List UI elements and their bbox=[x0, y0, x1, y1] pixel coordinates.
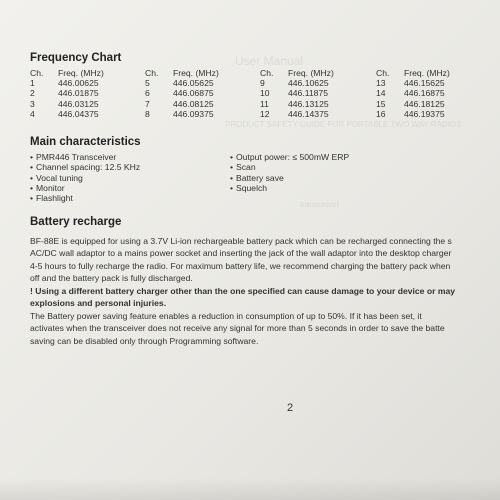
channel-number: 11 bbox=[260, 98, 269, 109]
channel-frequency: 446.13125 bbox=[288, 98, 329, 109]
ch-header: Ch. bbox=[145, 68, 159, 78]
channel-number: 13 bbox=[376, 78, 386, 89]
text-line: off and the battery pack is fully discharged. bbox=[30, 273, 193, 284]
channel-frequency: 446.06875 bbox=[173, 88, 214, 99]
channel-frequency: 446.11875 bbox=[288, 88, 328, 99]
battery-recharge-paragraph bbox=[30, 235, 500, 285]
channel-frequency: 446.10625 bbox=[288, 78, 329, 89]
channel-number: 6 bbox=[145, 88, 150, 99]
characteristic-item: • Scan bbox=[230, 162, 349, 172]
freq-header: Freq. (MHz) bbox=[404, 68, 450, 78]
channel-number: 16 bbox=[376, 108, 386, 119]
channel-frequency: 446.05625 bbox=[173, 78, 214, 89]
text-line: ! Using a different battery charger other than the one specified can cause damage to your device or may bbox=[30, 286, 456, 296]
characteristic-item: • Vocal tuning bbox=[30, 173, 140, 183]
freq-header: Freq. (MHz) bbox=[173, 68, 219, 78]
bleed-through-text: User Manual bbox=[235, 54, 304, 68]
channel-frequency: 446.15625 bbox=[404, 78, 445, 89]
frequency-chart-title: Frequency Chart bbox=[30, 52, 122, 64]
channel-number: 9 bbox=[260, 78, 265, 89]
text-line: explosions and personal injuries. bbox=[30, 298, 167, 309]
channel-number: 12 bbox=[260, 108, 270, 119]
freq-header: Freq. (MHz) bbox=[288, 68, 334, 78]
characteristics-list-right bbox=[230, 152, 349, 193]
text-line: The Battery power saving feature enables a reduction in consumption of up to 50%. If it has been set, it bbox=[30, 311, 422, 321]
channel-frequency: 446.16875 bbox=[404, 88, 445, 99]
channel-frequency: 446.19375 bbox=[404, 108, 445, 119]
main-characteristics-title: Main characteristics bbox=[30, 136, 141, 148]
bleed-through-text: PRODUCT SAFETY GUIDE FOR PORTABLE TWO WAY RADIOS bbox=[225, 120, 462, 129]
channel-frequency: 446.03125 bbox=[58, 98, 99, 109]
ch-header: Ch. bbox=[376, 68, 390, 78]
channel-number: 1 bbox=[30, 78, 35, 89]
text-line: activates when the transceiver does not receive any signal for more than 5 seconds in order to save the batte bbox=[30, 323, 445, 334]
text-line: saving can be disabled only through Programming software. bbox=[30, 335, 259, 346]
channel-frequency: 446.09375 bbox=[173, 108, 214, 119]
characteristic-item: • Monitor bbox=[30, 183, 140, 193]
channel-frequency: 446.00625 bbox=[58, 78, 99, 89]
characteristic-item: • Output power: ≤ 500mW ERP bbox=[230, 152, 349, 162]
channel-frequency: 446.01875 bbox=[58, 88, 99, 99]
page-shadow bbox=[0, 478, 500, 500]
characteristic-item: • Flashlight bbox=[30, 193, 140, 203]
battery-saving-paragraph bbox=[30, 310, 500, 347]
channel-frequency: 446.08125 bbox=[173, 98, 214, 109]
channel-number: 10 bbox=[260, 88, 270, 99]
ch-header: Ch. bbox=[260, 68, 274, 78]
battery-recharge-title: Battery recharge bbox=[30, 216, 122, 228]
text-line: BF-88E is equipped for using a 3.7V Li-ion rechargeable battery pack which can be recharged connecting the s bbox=[30, 236, 452, 246]
channel-number: 2 bbox=[30, 88, 35, 99]
charger-warning bbox=[30, 285, 500, 310]
freq-header: Freq. (MHz) bbox=[58, 68, 104, 78]
characteristic-item: • Squelch bbox=[230, 183, 349, 193]
channel-number: 14 bbox=[376, 88, 386, 99]
characteristic-item: • PMR446 Transceiver bbox=[30, 152, 140, 162]
text-line: AC/DC wall adaptor to a mains power socket and inserting the jack of the wall adaptor into the desktop charger bbox=[30, 248, 452, 259]
page-number: 2 bbox=[287, 402, 294, 414]
characteristics-list-left bbox=[30, 152, 140, 203]
channel-number: 5 bbox=[145, 78, 150, 89]
channel-number: 3 bbox=[30, 98, 35, 109]
channel-number: 8 bbox=[145, 108, 150, 119]
channel-frequency: 446.14375 bbox=[288, 108, 329, 119]
channel-frequency: 446.18125 bbox=[404, 98, 445, 109]
characteristic-item: • Battery save bbox=[230, 173, 349, 183]
ch-header: Ch. bbox=[30, 68, 44, 78]
characteristic-item: • Channel spacing: 12.5 KHz bbox=[30, 162, 140, 172]
text-line: 4-5 hours to fully recharge the radio. For maximum battery life, we recommend charging the battery pack when bbox=[30, 260, 451, 271]
channel-number: 7 bbox=[145, 98, 150, 109]
channel-frequency: 446.04375 bbox=[58, 108, 99, 119]
bleed-through-text: transceiver bbox=[300, 200, 340, 209]
channel-number: 4 bbox=[30, 108, 35, 119]
channel-number: 15 bbox=[376, 98, 386, 109]
